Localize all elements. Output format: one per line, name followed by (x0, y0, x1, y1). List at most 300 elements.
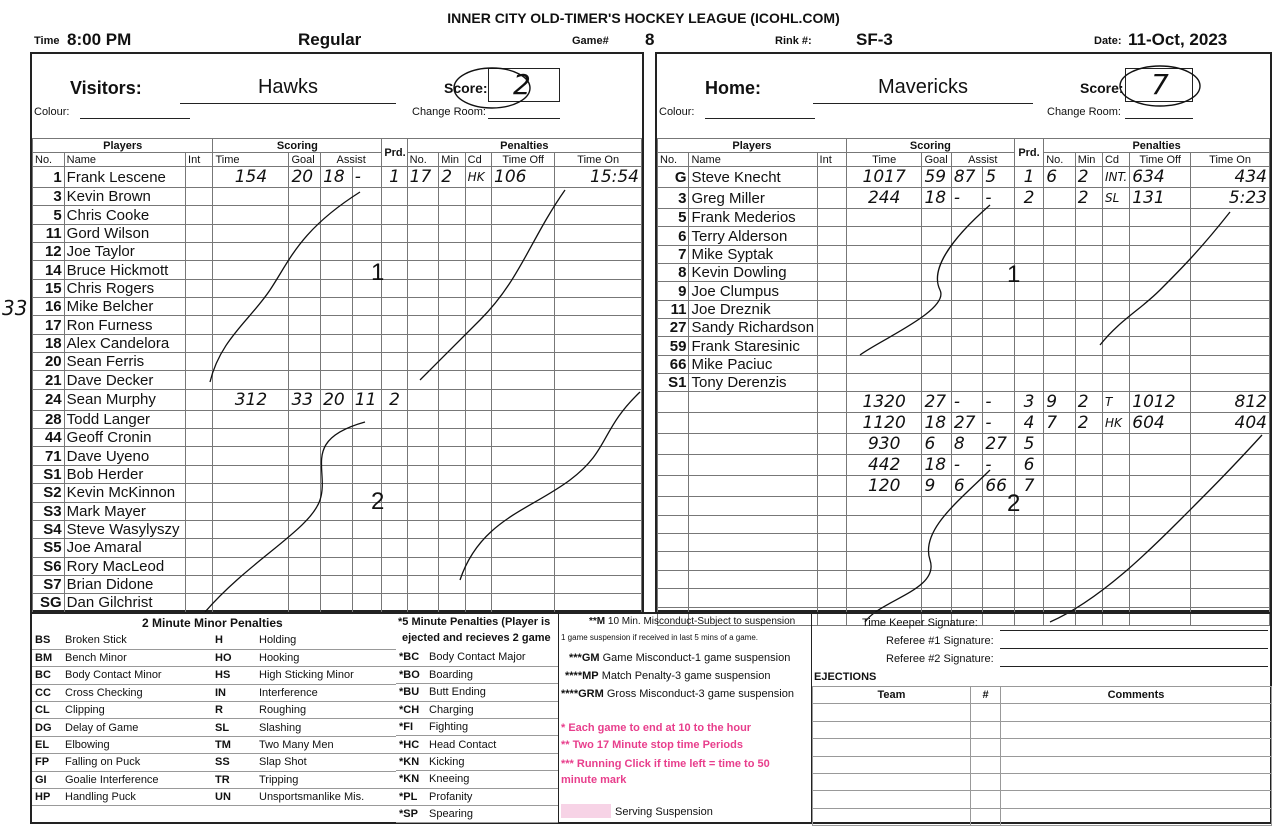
assist-1: 8 (951, 434, 982, 455)
assist-1: - (951, 188, 982, 209)
penalty-time-off (492, 279, 555, 297)
penalty-code (465, 447, 491, 465)
table-row (658, 552, 1270, 570)
ejection-row (813, 791, 1272, 808)
assist-1 (321, 279, 353, 297)
goal-time (846, 209, 922, 227)
ejection-cell[interactable] (813, 791, 971, 808)
legend-row (32, 736, 396, 753)
col-int: Int (186, 153, 213, 167)
table-row (658, 497, 1270, 515)
assist-2: - (983, 455, 1015, 476)
assist-2 (352, 575, 382, 593)
col-assist: Assist (321, 153, 382, 167)
assist-1 (951, 319, 982, 337)
ejection-cell[interactable] (1001, 739, 1272, 756)
penalty-desc: Delay of Game (62, 719, 212, 736)
mp-code: ****MP (565, 670, 599, 682)
penalty-code (1102, 515, 1129, 533)
player-name (689, 434, 817, 455)
penalty-time-off (1130, 374, 1191, 392)
penalty-time-off: 106 (492, 167, 555, 188)
home-score: 7 (1151, 68, 1169, 101)
period-circle (1014, 515, 1043, 533)
assist-2 (983, 227, 1015, 245)
player-number (658, 589, 689, 607)
player-number: S5 (33, 539, 65, 557)
player-name (689, 552, 817, 570)
player-name (689, 534, 817, 552)
penalty-time-off (1130, 300, 1191, 318)
int-cell (186, 298, 213, 316)
assist-2 (352, 557, 382, 575)
ejection-cell[interactable] (971, 739, 1001, 756)
ejection-row (813, 756, 1272, 773)
penalty-desc: Head Contact (426, 736, 558, 753)
penalty-player (1044, 374, 1075, 392)
assist-2 (983, 337, 1015, 355)
player-number: 16 (33, 298, 65, 316)
period-circle (382, 594, 407, 612)
penalty-player: 6 (1044, 167, 1075, 188)
penalty-time-off (1130, 552, 1191, 570)
assist-1 (321, 502, 353, 520)
ejection-cell[interactable] (1001, 808, 1272, 825)
penalty-time-on (1191, 552, 1270, 570)
penalty-code (1102, 282, 1129, 300)
table-row (658, 209, 1270, 227)
col-pen-no: No. (1044, 153, 1075, 167)
player-name: Mark Mayer (64, 502, 185, 520)
penalty-min (439, 429, 465, 447)
assist-2 (352, 594, 382, 612)
period-circle: 1 (382, 167, 407, 188)
table-row (658, 227, 1270, 245)
penalty-code (465, 371, 491, 389)
penalty-time-on (555, 298, 642, 316)
ejections-table (812, 686, 1272, 826)
assist-1: - (951, 455, 982, 476)
goal-scorer (922, 282, 951, 300)
penalty-time-off (1130, 570, 1191, 588)
penalty-player (407, 334, 439, 352)
ejection-cell[interactable] (813, 808, 971, 825)
penalty-code (1102, 534, 1129, 552)
ejection-cell[interactable] (813, 739, 971, 756)
int-cell (817, 497, 846, 515)
ejection-cell[interactable] (1001, 773, 1272, 790)
ejection-cell[interactable] (1001, 791, 1272, 808)
penalty-time-off (1130, 534, 1191, 552)
player-number (658, 476, 689, 497)
ejection-row (813, 808, 1272, 825)
ejection-cell[interactable] (971, 704, 1001, 721)
assist-1 (951, 300, 982, 318)
goal-time (846, 300, 922, 318)
penalty-code: CL (32, 702, 62, 719)
goal-scorer: 9 (922, 476, 951, 497)
penalty-time-on (1191, 497, 1270, 515)
penalty-player (1044, 300, 1075, 318)
penalty-player (1044, 319, 1075, 337)
player-name: Frank Lescene (64, 167, 185, 188)
penalty-code (1102, 570, 1129, 588)
player-name: Steve Wasylyszy (64, 520, 185, 538)
penalty-time-off (492, 371, 555, 389)
major-penalties-table (396, 649, 558, 823)
game-time: 8:00 PM (67, 30, 132, 49)
assist-2 (352, 465, 382, 483)
penalty-player (407, 243, 439, 261)
ejections-comments-header: Comments (1001, 687, 1272, 704)
ejections-team-header: Team (813, 687, 971, 704)
goal-time (213, 261, 289, 279)
assist-1 (321, 334, 353, 352)
goal-time (213, 334, 289, 352)
player-name: Kevin McKinnon (64, 484, 185, 502)
player-name: Todd Langer (64, 410, 185, 428)
int-cell (186, 502, 213, 520)
player-name: Dave Uyeno (64, 447, 185, 465)
player-name: Chris Cooke (64, 206, 185, 224)
penalty-min (439, 371, 465, 389)
penalty-code: *HC (396, 736, 426, 753)
col-cd: Cd (1102, 153, 1129, 167)
penalty-time-off (1130, 455, 1191, 476)
assist-2 (352, 316, 382, 334)
player-name: Steve Knecht (689, 167, 817, 188)
period-circle (382, 502, 407, 520)
assist-1 (951, 337, 982, 355)
penalty-desc: Two Many Men (256, 736, 396, 753)
legend-row (396, 719, 558, 736)
penalty-time-on (1191, 589, 1270, 607)
visitors-score-label: Score: (444, 80, 488, 96)
ejection-cell[interactable] (971, 791, 1001, 808)
league-title: INNER CITY OLD-TIMER'S HOCKEY LEAGUE (ICOHL.COM) (447, 10, 840, 26)
ejection-cell[interactable] (971, 773, 1001, 790)
goal-scorer: 18 (922, 413, 951, 434)
goal-time: 1320 (846, 392, 922, 413)
goal-time (213, 410, 289, 428)
legend-row (32, 632, 396, 649)
ref2-sig-line[interactable] (1000, 666, 1268, 667)
penalty-time-on (555, 334, 642, 352)
col-goal: Goal (922, 153, 951, 167)
legend-row (396, 788, 558, 805)
penalty-time-off (1130, 515, 1191, 533)
goal-time (213, 429, 289, 447)
penalty-desc: Roughing (256, 702, 396, 719)
goal-time (846, 589, 922, 607)
penalty-time-on (555, 575, 642, 593)
table-row (33, 371, 642, 389)
note-1: * Each game to end at 10 to the hour (561, 722, 752, 734)
ejection-cell[interactable] (813, 721, 971, 738)
player-name (689, 515, 817, 533)
goal-time: 154 (213, 167, 289, 188)
assist-2 (983, 209, 1015, 227)
ejection-cell[interactable] (1001, 704, 1272, 721)
period-circle (382, 279, 407, 297)
table-row (33, 188, 642, 206)
player-name: Dan Gilchrist (64, 594, 185, 612)
col-min: Min (1075, 153, 1102, 167)
home-colour-label: Colour: (659, 106, 695, 118)
assist-2: - (352, 167, 382, 188)
goal-time: 120 (846, 476, 922, 497)
assist-2: - (983, 188, 1015, 209)
ejection-cell[interactable] (813, 773, 971, 790)
period-circle (1014, 227, 1043, 245)
player-number: 18 (33, 334, 65, 352)
ejection-row (813, 704, 1272, 721)
timekeeper-sig-line[interactable] (1000, 630, 1268, 631)
penalty-code (1102, 245, 1129, 263)
goal-scorer (922, 355, 951, 373)
goal-time (846, 282, 922, 300)
player-name: Frank Mederios (689, 209, 817, 227)
goal-time: 1120 (846, 413, 922, 434)
penalty-time-on (555, 429, 642, 447)
penalty-time-off: 131 (1130, 188, 1191, 209)
goal-scorer (289, 557, 321, 575)
penalty-player (407, 484, 439, 502)
table-row (33, 298, 642, 316)
penalty-code: *PL (396, 788, 426, 805)
goal-time (213, 502, 289, 520)
int-cell (817, 476, 846, 497)
legend-row (32, 684, 396, 701)
penalty-code: *CH (396, 701, 426, 718)
col-goal: Goal (289, 153, 321, 167)
assist-1 (321, 298, 353, 316)
penalty-min (1075, 534, 1102, 552)
penalty-time-on (555, 261, 642, 279)
player-number: 21 (33, 371, 65, 389)
penalty-min (439, 334, 465, 352)
int-cell (817, 337, 846, 355)
table-row (658, 319, 1270, 337)
game-number: 8 (645, 30, 655, 49)
scoring-header: Scoring (213, 139, 382, 153)
col-min: Min (439, 153, 465, 167)
period-circle (1014, 300, 1043, 318)
penalty-time-on (1191, 227, 1270, 245)
penalty-min (439, 557, 465, 575)
player-number: S1 (33, 465, 65, 483)
penalty-code (465, 575, 491, 593)
int-cell (186, 484, 213, 502)
assist-2 (352, 520, 382, 538)
goal-time (846, 534, 922, 552)
goal-scorer (922, 337, 951, 355)
int-cell (186, 447, 213, 465)
penalty-code: H (212, 632, 256, 649)
penalty-code: *FI (396, 719, 426, 736)
goal-time (213, 298, 289, 316)
goal-scorer: 59 (922, 167, 951, 188)
col-name: Name (689, 153, 817, 167)
assist-1: 18 (321, 167, 353, 188)
period-circle (382, 334, 407, 352)
int-cell (817, 570, 846, 588)
penalty-code: *BU (396, 684, 426, 701)
ref1-sig-line[interactable] (1000, 648, 1268, 649)
penalty-time-off (1130, 476, 1191, 497)
player-number: 14 (33, 261, 65, 279)
penalty-code (1102, 355, 1129, 373)
penalty-desc: Holding (256, 632, 396, 649)
period-circle (382, 447, 407, 465)
penalty-time-on (555, 206, 642, 224)
period-circle (382, 429, 407, 447)
assist-2 (352, 188, 382, 206)
player-name: Brian Didone (64, 575, 185, 593)
goal-scorer (289, 261, 321, 279)
goal-scorer (922, 570, 951, 588)
home-change-room-line (1125, 118, 1193, 119)
penalty-time-off (1130, 282, 1191, 300)
penalty-time-on (555, 316, 642, 334)
ejection-cell[interactable] (971, 808, 1001, 825)
player-name: Bruce Hickmott (64, 261, 185, 279)
player-name: Bob Herder (64, 465, 185, 483)
penalty-min (439, 484, 465, 502)
period-circle (382, 188, 407, 206)
penalty-code (1102, 209, 1129, 227)
penalty-desc: Body Contact Minor (62, 667, 212, 684)
int-cell (817, 188, 846, 209)
penalty-player (1044, 552, 1075, 570)
time-label: Time (34, 35, 60, 47)
period-circle (382, 484, 407, 502)
col-no: No. (658, 153, 689, 167)
visitors-scoresheet (32, 138, 642, 613)
int-cell (817, 319, 846, 337)
period-circle: 3 (1014, 392, 1043, 413)
goal-scorer: 20 (289, 167, 321, 188)
penalty-code (1102, 264, 1129, 282)
goal-scorer (289, 539, 321, 557)
penalty-min: 2 (1075, 188, 1102, 209)
penalty-min (1075, 497, 1102, 515)
assist-2 (352, 353, 382, 371)
penalty-time-off: 1012 (1130, 392, 1191, 413)
int-cell (817, 455, 846, 476)
int-cell (817, 300, 846, 318)
table-row (658, 374, 1270, 392)
player-number: 28 (33, 410, 65, 428)
penalty-code: DG (32, 719, 62, 736)
int-cell (817, 245, 846, 263)
penalty-code (465, 353, 491, 371)
penalty-min (439, 224, 465, 242)
period-circle (1014, 374, 1043, 392)
player-number: 44 (33, 429, 65, 447)
penalty-player (1044, 355, 1075, 373)
col-int: Int (817, 153, 846, 167)
period-circle (382, 224, 407, 242)
penalty-player: 17 (407, 167, 439, 188)
goal-scorer: 33 (289, 389, 321, 410)
int-cell (817, 589, 846, 607)
ejection-cell[interactable] (813, 756, 971, 773)
int-cell (186, 261, 213, 279)
assist-2 (983, 589, 1015, 607)
penalty-player (1044, 209, 1075, 227)
col-time: Time (213, 153, 289, 167)
int-cell (817, 209, 846, 227)
ejection-cell[interactable] (971, 721, 1001, 738)
assist-1 (951, 227, 982, 245)
table-row (33, 206, 642, 224)
ejection-cell[interactable] (1001, 756, 1272, 773)
int-cell (186, 279, 213, 297)
period-circle (1014, 319, 1043, 337)
ejection-cell[interactable] (813, 704, 971, 721)
player-number (658, 534, 689, 552)
penalty-desc: Interference (256, 684, 396, 701)
assist-1 (321, 465, 353, 483)
player-name (689, 455, 817, 476)
ejection-cell[interactable] (971, 756, 1001, 773)
goal-time (213, 316, 289, 334)
period-circle (382, 520, 407, 538)
penalty-time-on (1191, 355, 1270, 373)
penalty-player (1044, 188, 1075, 209)
goal-time (213, 465, 289, 483)
goal-time (846, 552, 922, 570)
penalty-player (407, 188, 439, 206)
goal-scorer (289, 279, 321, 297)
penalty-min (439, 502, 465, 520)
penalty-min (1075, 589, 1102, 607)
penalty-code: TM (212, 736, 256, 753)
player-name: Frank Staresinic (689, 337, 817, 355)
penalty-time-off (1130, 264, 1191, 282)
goal-time (846, 515, 922, 533)
ejection-cell[interactable] (1001, 721, 1272, 738)
players-header: Players (33, 139, 213, 153)
goal-time (213, 447, 289, 465)
assist-1 (321, 520, 353, 538)
penalty-player (1044, 570, 1075, 588)
penalty-code: R (212, 702, 256, 719)
goal-scorer (289, 298, 321, 316)
major-title-2: ejected and recieves 2 game (402, 632, 551, 644)
penalty-player (407, 502, 439, 520)
period-circle (382, 371, 407, 389)
int-cell (186, 539, 213, 557)
player-number: 20 (33, 353, 65, 371)
legend-row (396, 736, 558, 753)
penalty-time-off (492, 261, 555, 279)
table-row (658, 282, 1270, 300)
penalty-player (407, 371, 439, 389)
penalty-time-off (492, 465, 555, 483)
penalty-code: HK (465, 167, 491, 188)
game-type: Regular (298, 30, 362, 49)
penalty-code: FP (32, 754, 62, 771)
penalty-player (1044, 534, 1075, 552)
assist-2: 11 (352, 389, 382, 410)
penalty-player (407, 557, 439, 575)
penalty-player: 7 (1044, 413, 1075, 434)
penalty-code (465, 206, 491, 224)
period-circle (382, 206, 407, 224)
penalty-code (1102, 434, 1129, 455)
